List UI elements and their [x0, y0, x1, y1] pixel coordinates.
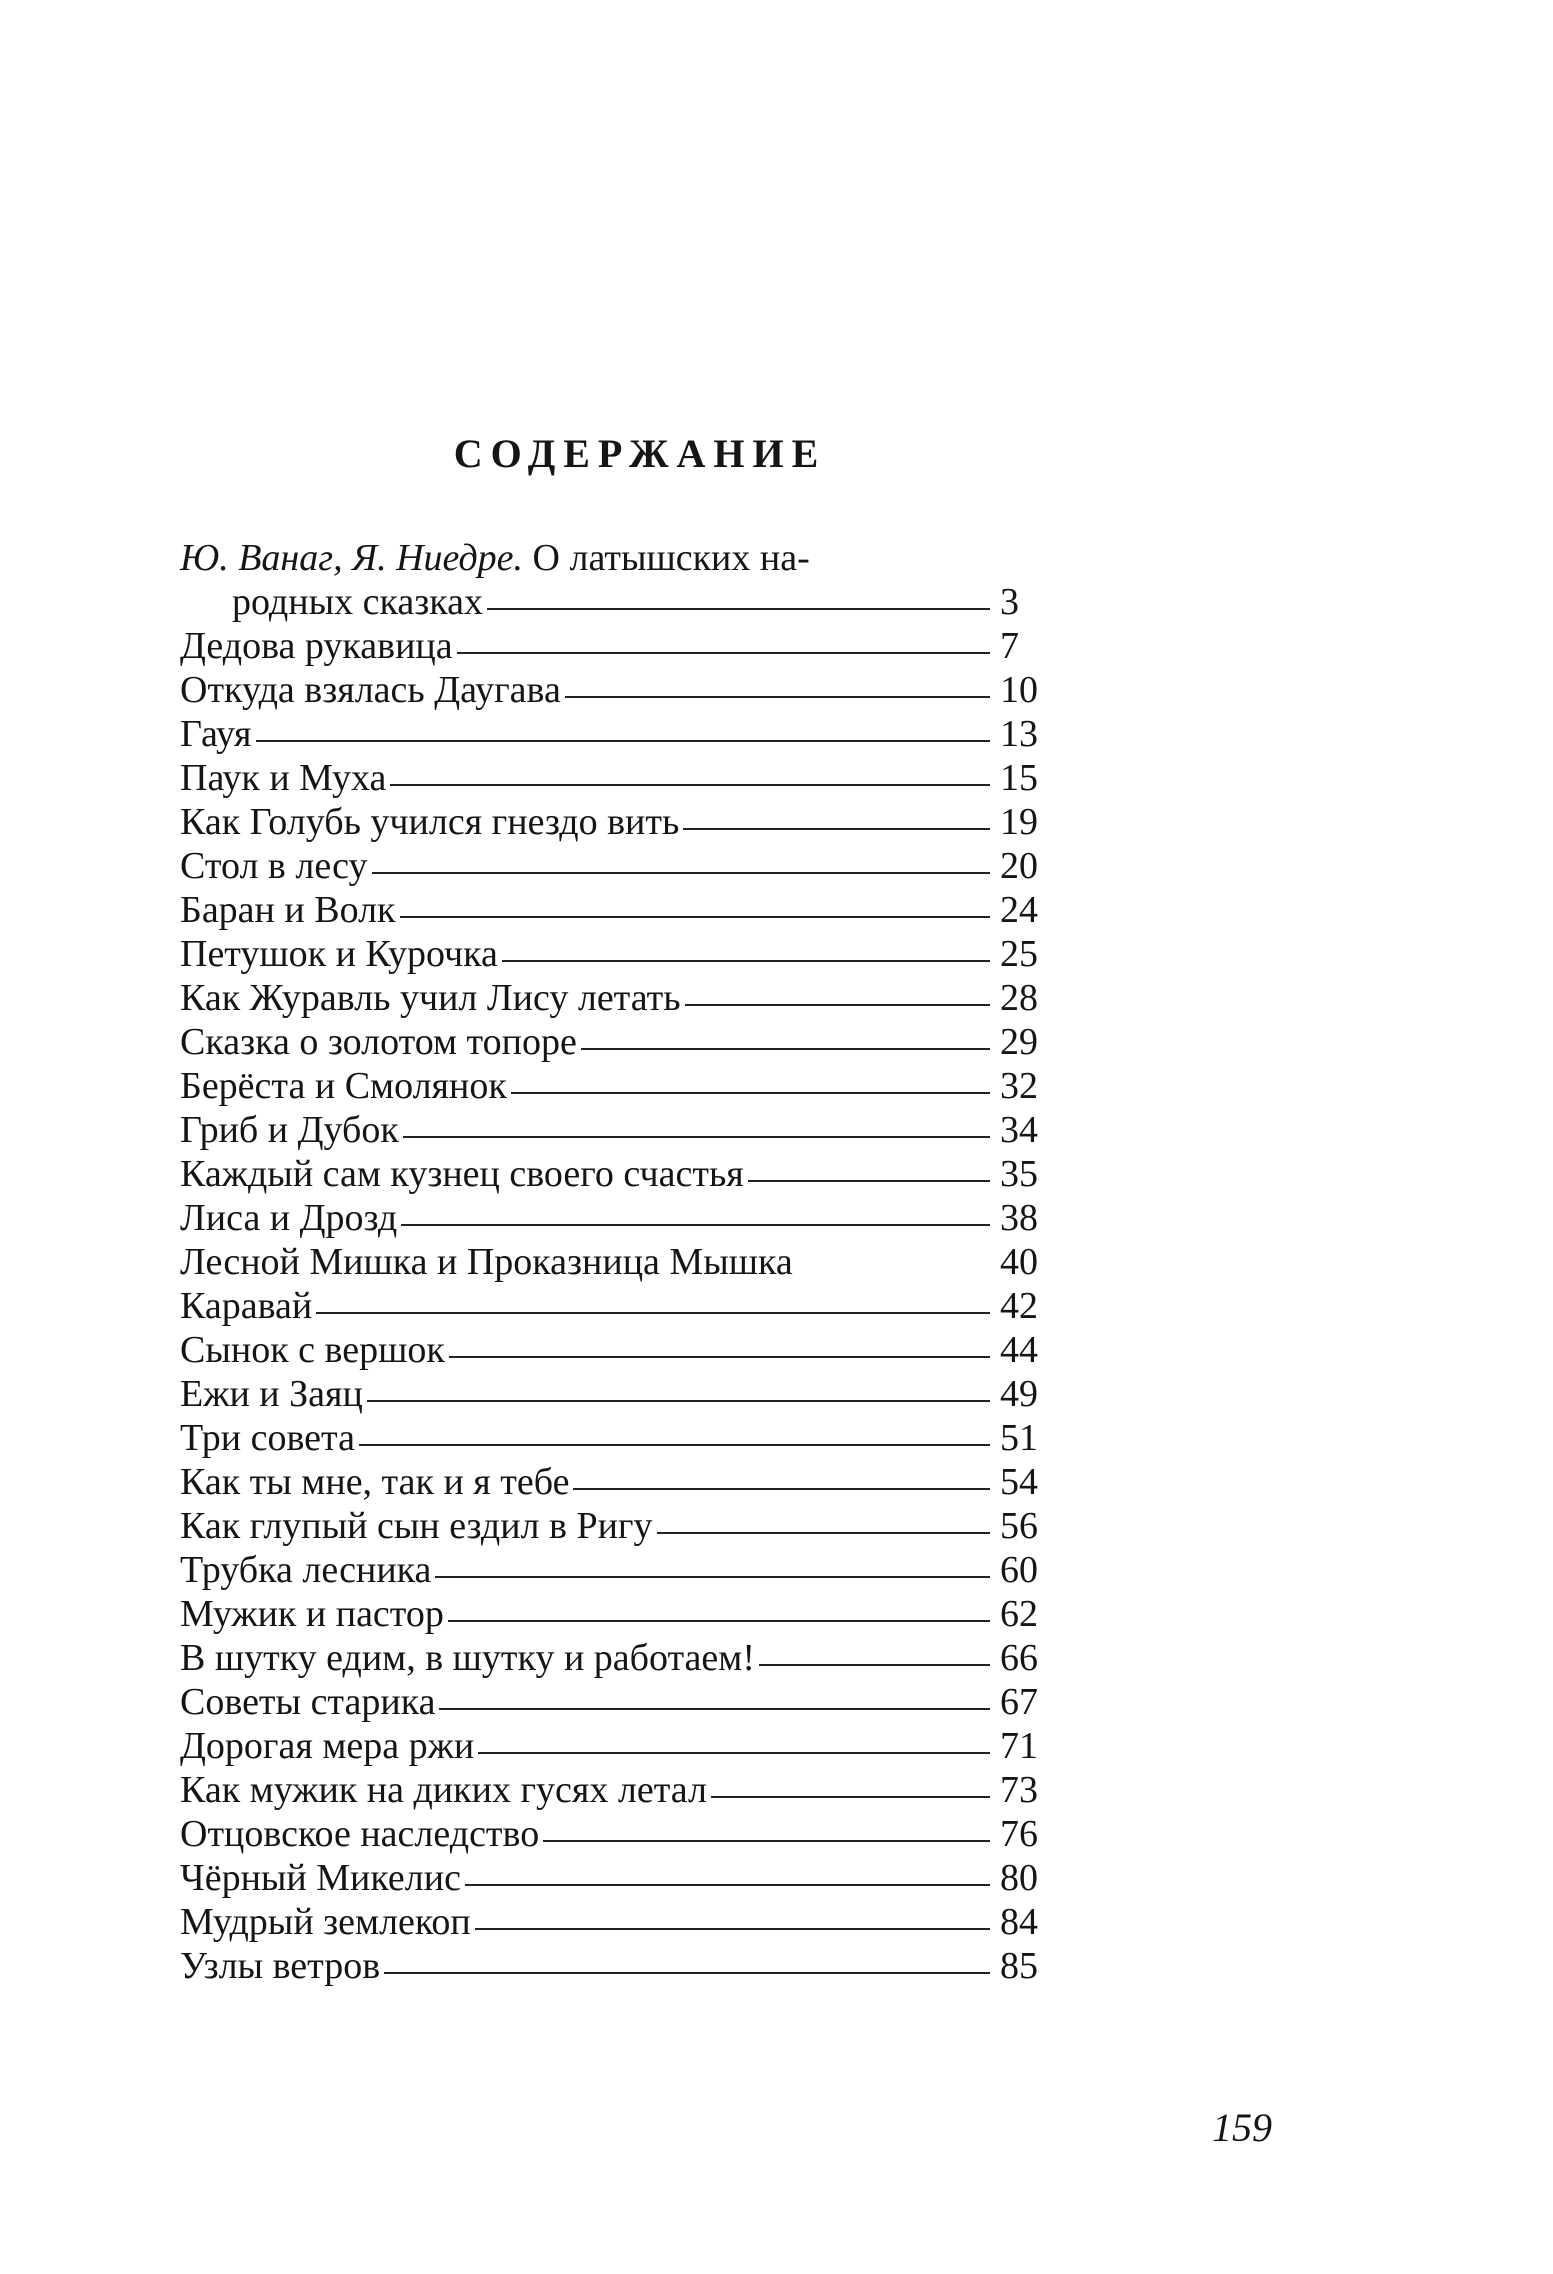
toc-entry-page: 35	[1000, 1153, 1038, 1195]
toc-entry	[180, 1284, 1100, 1328]
toc-entry	[180, 1636, 1100, 1680]
toc-entry-title: Мужик и пастор	[180, 1593, 444, 1635]
toc-entry-page: 66	[1000, 1637, 1038, 1679]
toc-entry-title: Как ты мне, так и я тебе	[180, 1461, 570, 1503]
intro-author: Ю. Ванаг, Я. Ниедре.	[180, 537, 524, 579]
toc-entry-title: Трубка лесника	[180, 1549, 432, 1591]
toc-entry-title: В шутку едим, в шутку и работаем!	[180, 1637, 755, 1679]
toc-entry-title: Советы старика	[180, 1681, 436, 1723]
leader-line	[449, 1356, 990, 1358]
toc-entry	[180, 1724, 1100, 1768]
leader-line	[316, 1312, 990, 1314]
toc-entry	[180, 1548, 1100, 1592]
toc-entry-title: Петушок и Курочка	[180, 933, 498, 975]
toc-entry-title: Ежи и Заяц	[180, 1373, 363, 1415]
toc-entry	[180, 1196, 1100, 1240]
toc-entry	[180, 1152, 1100, 1196]
leader-line	[400, 916, 991, 918]
toc-entry-title: Лесной Мишка и Проказница Мышка	[180, 1241, 793, 1283]
leader-line	[359, 1444, 990, 1446]
toc-entry	[180, 1460, 1100, 1504]
toc-entry	[180, 932, 1100, 976]
leader-line	[465, 1884, 990, 1886]
toc-entry	[180, 756, 1100, 800]
toc-entry	[180, 1812, 1100, 1856]
leader-line	[401, 1224, 990, 1226]
toc-entry-title: Как Журавль учил Лису летать	[180, 977, 681, 1019]
toc-entry-title: Дорогая мера ржи	[180, 1725, 475, 1767]
toc-entry-title: Как мужик на диких гусях летал	[180, 1769, 707, 1811]
toc-entry	[180, 1416, 1100, 1460]
toc-entry	[180, 1680, 1100, 1724]
leader-line	[657, 1532, 990, 1534]
toc-entry-title: Каравай	[180, 1285, 313, 1327]
toc-entry-title: Как глупый сын ездил в Ригу	[180, 1505, 653, 1547]
leader-line	[487, 608, 990, 610]
leader-line	[711, 1796, 990, 1798]
toc-entry-page: 60	[1000, 1549, 1038, 1591]
toc-entry-page: 10	[1000, 669, 1038, 711]
toc-entry-title: Баран и Волк	[180, 889, 396, 931]
toc-entry-page: 51	[1000, 1417, 1038, 1459]
leader-line	[543, 1840, 990, 1842]
toc-entry-page: 42	[1000, 1285, 1038, 1327]
toc-entry	[180, 844, 1100, 888]
page-number: 159	[1212, 2105, 1272, 2150]
leader-line	[435, 1576, 990, 1578]
toc-entry	[180, 1372, 1100, 1416]
toc-entry-title: Три совета	[180, 1417, 355, 1459]
toc-entry-intro-line1	[180, 536, 1100, 580]
toc-entry-title: Откуда взялась Даугава	[180, 669, 561, 711]
toc-entry-page: 29	[1000, 1021, 1038, 1063]
toc-entry	[180, 1900, 1100, 1944]
toc-entry-title: Как Голубь учился гнездо вить	[180, 801, 680, 843]
leader-line	[384, 1972, 990, 1974]
toc-entry-title: Сынок с вершок	[180, 1329, 445, 1371]
toc-entry-page: 34	[1000, 1109, 1038, 1151]
table-of-contents	[180, 536, 1100, 1988]
toc-entry-title: Узлы ветров	[180, 1945, 381, 1987]
leader-line	[573, 1488, 990, 1490]
toc-entry-title: Сказка о золотом топоре	[180, 1021, 577, 1063]
toc-entry-page: 24	[1000, 889, 1038, 931]
toc-entry	[180, 668, 1100, 712]
toc-entry-title: Лиса и Дрозд	[180, 1197, 398, 1239]
leader-line	[390, 784, 990, 786]
toc-entry-page: 49	[1000, 1373, 1038, 1415]
toc-entry-page: 54	[1000, 1461, 1038, 1503]
toc-entries	[180, 624, 1100, 1988]
leader-line	[448, 1620, 990, 1622]
intro-title-line1: О латышских на-	[523, 537, 810, 579]
toc-entry-page: 67	[1000, 1681, 1038, 1723]
toc-entry-title: Чёрный Микелис	[180, 1857, 461, 1899]
toc-entry-page: 56	[1000, 1505, 1038, 1547]
toc-entry-page: 85	[1000, 1945, 1038, 1987]
leader-line	[439, 1708, 990, 1710]
leader-line	[256, 740, 991, 742]
toc-entry	[180, 1592, 1100, 1636]
toc-entry-title: Мудрый землекоп	[180, 1901, 471, 1943]
toc-entry-page: 38	[1000, 1197, 1038, 1239]
toc-entry	[180, 1768, 1100, 1812]
toc-entry-title: Стол в лесу	[180, 845, 368, 887]
toc-entry-page: 7	[1000, 625, 1019, 667]
toc-entry-page: 13	[1000, 713, 1038, 755]
leader-line	[759, 1664, 990, 1666]
page-title: СОДЕРЖАНИЕ	[453, 431, 827, 476]
toc-entry	[180, 976, 1100, 1020]
toc-entry-page: 71	[1000, 1725, 1038, 1767]
toc-entry-title: Гауя	[180, 713, 252, 755]
leader-line	[565, 696, 990, 698]
toc-entry-page: 32	[1000, 1065, 1038, 1107]
toc-entry-page: 80	[1000, 1857, 1038, 1899]
leader-line	[581, 1048, 990, 1050]
toc-entry-page: 20	[1000, 845, 1038, 887]
toc-entry-title: Каждый сам кузнец своего счастья	[180, 1153, 744, 1195]
toc-entry-page: 62	[1000, 1593, 1038, 1635]
toc-entry	[180, 1064, 1100, 1108]
toc-entry	[180, 1944, 1100, 1988]
leader-line	[475, 1928, 990, 1930]
leader-line	[457, 652, 990, 654]
toc-entry	[180, 712, 1100, 756]
intro-page-number: 3	[1000, 581, 1019, 623]
toc-entry	[180, 1020, 1100, 1064]
toc-entry-title: Отцовское наследство	[180, 1813, 540, 1855]
leader-line	[403, 1136, 990, 1138]
toc-entry-page: 84	[1000, 1901, 1038, 1943]
toc-entry	[180, 1240, 1100, 1284]
toc-entry	[180, 1504, 1100, 1548]
toc-entry-page: 40	[1000, 1241, 1038, 1283]
toc-entry-title: Дедова рукавица	[180, 625, 453, 667]
toc-entry-page: 44	[1000, 1329, 1038, 1371]
intro-title-line2: родных сказках	[232, 581, 483, 623]
toc-entry-title: Берёста и Смолянок	[180, 1065, 507, 1107]
toc-entry	[180, 624, 1100, 668]
toc-entry	[180, 1856, 1100, 1900]
toc-entry-page: 73	[1000, 1769, 1038, 1811]
toc-entry-page: 15	[1000, 757, 1038, 799]
leader-line	[683, 828, 990, 830]
toc-entry-title: Паук и Муха	[180, 757, 387, 799]
toc-entry	[180, 888, 1100, 932]
leader-line	[502, 960, 990, 962]
toc-entry-page: 28	[1000, 977, 1038, 1019]
toc-entry-intro-line2	[180, 580, 1100, 624]
leader-line	[367, 1400, 990, 1402]
leader-line	[748, 1180, 990, 1182]
toc-entry-page: 76	[1000, 1813, 1038, 1855]
toc-entry	[180, 800, 1100, 844]
toc-entry-page: 25	[1000, 933, 1038, 975]
leader-line	[478, 1752, 990, 1754]
toc-entry	[180, 1328, 1100, 1372]
leader-line	[685, 1004, 990, 1006]
toc-entry-page: 19	[1000, 801, 1038, 843]
toc-entry	[180, 1108, 1100, 1152]
leader-line	[372, 872, 991, 874]
leader-line	[511, 1092, 990, 1094]
toc-entry-title: Гриб и Дубок	[180, 1109, 399, 1151]
